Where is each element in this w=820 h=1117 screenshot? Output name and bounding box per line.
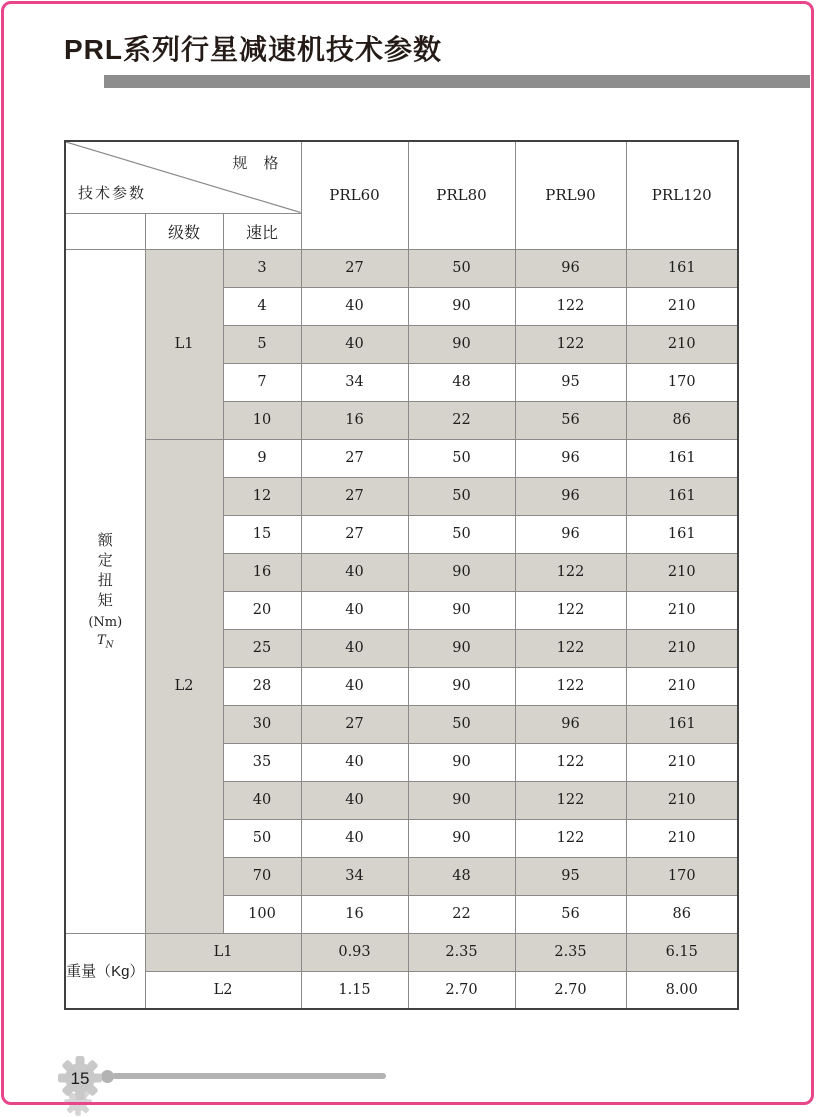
value-cell-prl80: 90: [408, 743, 515, 781]
value-cell-prl60: 40: [301, 629, 408, 667]
ratio-cell: 20: [223, 591, 301, 629]
value-cell-prl60: 40: [301, 667, 408, 705]
ratio-cell: 15: [223, 515, 301, 553]
value-cell-prl90: 96: [515, 477, 626, 515]
ratio-cell: 70: [223, 857, 301, 895]
value-cell-prl90: 122: [515, 781, 626, 819]
value-cell-prl90: 122: [515, 819, 626, 857]
weight-stage-l1: L1: [145, 933, 301, 971]
ratio-cell: 5: [223, 325, 301, 363]
value-cell-prl60: 27: [301, 477, 408, 515]
ratio-cell: 9: [223, 439, 301, 477]
title-underline-bar: [104, 75, 810, 88]
value-cell-prl90: 122: [515, 287, 626, 325]
value-cell-prl90: 122: [515, 743, 626, 781]
value-cell-prl90: 56: [515, 895, 626, 933]
table-header-row: [65, 141, 738, 213]
value-cell-prl60: 40: [301, 325, 408, 363]
value-cell-prl80: 90: [408, 629, 515, 667]
weight-value-prl80: 2.70: [408, 971, 515, 1009]
ratio-cell: 100: [223, 895, 301, 933]
value-cell-prl90: 95: [515, 363, 626, 401]
value-cell-prl120: 210: [626, 781, 738, 819]
value-cell-prl80: 90: [408, 781, 515, 819]
value-cell-prl80: 50: [408, 477, 515, 515]
page-number: 15: [70, 1069, 90, 1088]
subheader-ratio-label: 速比: [223, 213, 301, 249]
ratio-cell: 7: [223, 363, 301, 401]
weight-value-prl120: 8.00: [626, 971, 738, 1009]
ratio-cell: 16: [223, 553, 301, 591]
torque-row-label: [65, 249, 145, 933]
value-cell-prl120: 161: [626, 515, 738, 553]
value-cell-prl80: 48: [408, 857, 515, 895]
stage-cell-l1: L1: [145, 249, 223, 439]
torque-label-text: 额 定 扭 矩 (Nm) $T_N$: [88, 532, 123, 651]
value-cell-prl60: 16: [301, 895, 408, 933]
value-cell-prl120: 86: [626, 401, 738, 439]
ratio-cell: 35: [223, 743, 301, 781]
value-cell-prl80: 48: [408, 363, 515, 401]
value-cell-prl80: 50: [408, 249, 515, 287]
column-header-prl60: PRL60: [301, 141, 408, 249]
value-cell-prl90: 96: [515, 515, 626, 553]
value-cell-prl80: 90: [408, 667, 515, 705]
value-cell-prl120: 161: [626, 439, 738, 477]
weight-value-prl90: 2.70: [515, 971, 626, 1009]
value-cell-prl120: 210: [626, 553, 738, 591]
value-cell-prl80: 22: [408, 895, 515, 933]
value-cell-prl60: 27: [301, 705, 408, 743]
gear-page-number-icon: [56, 1054, 104, 1102]
value-cell-prl60: 40: [301, 781, 408, 819]
value-cell-prl120: 210: [626, 629, 738, 667]
value-cell-prl120: 170: [626, 857, 738, 895]
value-cell-prl80: 50: [408, 515, 515, 553]
value-cell-prl80: 90: [408, 287, 515, 325]
value-cell-prl60: 16: [301, 401, 408, 439]
value-cell-prl120: 161: [626, 705, 738, 743]
value-cell-prl90: 96: [515, 439, 626, 477]
subheader-stage-label: 级数: [145, 213, 223, 249]
value-cell-prl120: 210: [626, 743, 738, 781]
value-cell-prl60: 27: [301, 439, 408, 477]
table-row: [65, 439, 738, 477]
value-cell-prl80: 90: [408, 819, 515, 857]
value-cell-prl90: 122: [515, 667, 626, 705]
weight-row: [65, 933, 738, 971]
weight-row: [65, 971, 738, 1009]
value-cell-prl90: 56: [515, 401, 626, 439]
value-cell-prl90: 96: [515, 705, 626, 743]
ratio-cell: 28: [223, 667, 301, 705]
value-cell-prl60: 34: [301, 857, 408, 895]
value-cell-prl60: 40: [301, 819, 408, 857]
ratio-cell: 4: [223, 287, 301, 325]
value-cell-prl90: 122: [515, 591, 626, 629]
value-cell-prl90: 122: [515, 629, 626, 667]
ratio-cell: 12: [223, 477, 301, 515]
table-row: [65, 249, 738, 287]
footer-divider-line: [112, 1073, 386, 1079]
value-cell-prl120: 161: [626, 249, 738, 287]
weight-value-prl60: 1.15: [301, 971, 408, 1009]
page-title: PRL系列行星减速机技术参数: [64, 34, 443, 65]
value-cell-prl120: 161: [626, 477, 738, 515]
weight-value-prl90: 2.35: [515, 933, 626, 971]
value-cell-prl80: 50: [408, 439, 515, 477]
value-cell-prl80: 22: [408, 401, 515, 439]
ratio-cell: 30: [223, 705, 301, 743]
value-cell-prl80: 90: [408, 325, 515, 363]
value-cell-prl60: 40: [301, 743, 408, 781]
subheader-empty-cell: [65, 213, 145, 249]
ratio-cell: 40: [223, 781, 301, 819]
ratio-cell: 10: [223, 401, 301, 439]
value-cell-prl60: 40: [301, 553, 408, 591]
ratio-cell: 50: [223, 819, 301, 857]
value-cell-prl90: 95: [515, 857, 626, 895]
weight-row-label: 重量（Kg）: [65, 933, 145, 1009]
value-cell-prl90: 122: [515, 553, 626, 591]
value-cell-prl80: 90: [408, 591, 515, 629]
value-cell-prl90: 96: [515, 249, 626, 287]
value-cell-prl60: 40: [301, 591, 408, 629]
value-cell-prl120: 210: [626, 287, 738, 325]
column-header-prl90: PRL90: [515, 141, 626, 249]
weight-stage-l2: L2: [145, 971, 301, 1009]
column-header-prl120: PRL120: [626, 141, 738, 249]
weight-value-prl60: 0.93: [301, 933, 408, 971]
value-cell-prl120: 210: [626, 591, 738, 629]
value-cell-prl120: 86: [626, 895, 738, 933]
weight-value-prl120: 6.15: [626, 933, 738, 971]
spec-table: [64, 140, 739, 1010]
header-tech-params-label: 技术参数: [78, 184, 147, 202]
table-body: [65, 249, 738, 1009]
ratio-cell: 25: [223, 629, 301, 667]
diagonal-header-cell: [65, 141, 301, 213]
value-cell-prl80: 50: [408, 705, 515, 743]
value-cell-prl80: 90: [408, 553, 515, 591]
value-cell-prl60: 27: [301, 249, 408, 287]
value-cell-prl120: 210: [626, 667, 738, 705]
stage-cell-l2: L2: [145, 439, 223, 933]
value-cell-prl120: 210: [626, 819, 738, 857]
value-cell-prl90: 122: [515, 325, 626, 363]
value-cell-prl60: 34: [301, 363, 408, 401]
value-cell-prl60: 40: [301, 287, 408, 325]
value-cell-prl60: 27: [301, 515, 408, 553]
value-cell-prl120: 210: [626, 325, 738, 363]
header-spec-label: 规 格: [232, 155, 285, 172]
value-cell-prl120: 170: [626, 363, 738, 401]
ratio-cell: 3: [223, 249, 301, 287]
weight-value-prl80: 2.35: [408, 933, 515, 971]
column-header-prl80: PRL80: [408, 141, 515, 249]
